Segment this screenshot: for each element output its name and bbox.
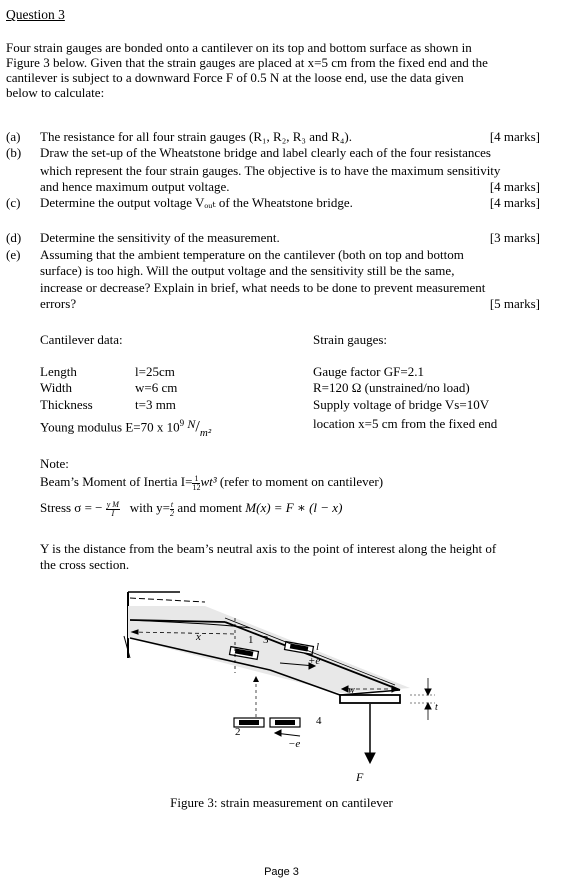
stress-prefix: Stress σ = − [40, 500, 103, 515]
cantilever-figure [110, 578, 450, 788]
gauge-row: R=120 Ω (unstrained/no load) [313, 380, 470, 395]
data-value: t=3 mm [135, 397, 176, 412]
young-exponent: 9 [179, 418, 185, 428]
question-line: Assuming that the ambient temperature on the cantilever (both on top and bottom [40, 247, 464, 262]
label-thickness: t [435, 702, 438, 713]
cantilever-data-title: Cantilever data: [40, 332, 123, 347]
question-line: Determine the sensitivity of the measurement. [40, 230, 280, 245]
y-fraction: $\frac{t}{2}$ [170, 499, 175, 518]
young-label: Young modulus E=70 x 10 [40, 419, 180, 435]
inertia-fraction: $\frac{1}{12}$ [192, 473, 201, 492]
label-gauge-4: 4 [316, 715, 322, 727]
inertia-expr: wt³ [200, 474, 217, 489]
question-line: Determine the output voltage Vₒᵤₜ of the Wheatstone bridge. [40, 195, 353, 210]
question-letter: (c) [6, 195, 21, 210]
question-letter: (d) [6, 230, 22, 245]
question-letter: (e) [6, 247, 21, 262]
with-y-label: with y= [129, 500, 170, 515]
label-negative-strain: −e [288, 738, 301, 750]
intro-paragraph [6, 40, 554, 100]
data-label: Width [40, 380, 72, 395]
marks-badge: [4 marks] [489, 195, 540, 210]
young-unit-num: N [187, 417, 196, 432]
page-number: Page 3 [264, 866, 299, 878]
gauge-row: location x=5 cm from the fixed end [313, 416, 498, 431]
gauge-position-lines [253, 676, 259, 718]
inertia-formula [40, 474, 383, 492]
question-line: errors? [40, 296, 77, 311]
label-positive-strain: +e [308, 655, 321, 667]
figure-caption: Figure 3: strain measurement on cantilever [170, 795, 393, 810]
question-line: increase or decrease? Explain in brief, what needs to be done to prevent measurement [40, 280, 486, 295]
beam-top-shade [128, 606, 410, 693]
y-definition-line: Y is the distance from the beam’s neutral axis to the point of interest along the height of [40, 541, 497, 556]
stress-formula [40, 500, 342, 518]
intro-line: cantilever is subject to a downward Force F of 0.5 N at the loose end, use the data given [6, 70, 464, 85]
inertia-prefix: Beam’s Moment of Inertia I= [40, 474, 193, 489]
gauge-row: Supply voltage of bridge Vs=10V [313, 397, 490, 412]
y-definition-line: the cross section. [40, 557, 130, 572]
young-unit-den: m² [199, 427, 212, 440]
marks-badge: [4 marks] [489, 179, 540, 194]
question-letter: (b) [6, 145, 22, 160]
label-length: l [316, 641, 320, 653]
label-width: w [348, 685, 355, 696]
data-label: Length [40, 364, 77, 379]
question-letter: (a) [6, 129, 21, 144]
question-heading: Question 3 [6, 7, 65, 22]
marks-badge: [4 marks] [489, 129, 540, 144]
intro-line: below to calculate: [6, 85, 105, 100]
moment-label: and moment [177, 500, 243, 515]
question-line: surface) is too high. Will the output voltage and the sensitivity still be the same, [40, 263, 455, 278]
marks-badge: [5 marks] [489, 296, 540, 311]
gauges-title: Strain gauges: [313, 332, 388, 347]
label-gauge-2: 2 [235, 726, 241, 738]
note-title: Note: [40, 456, 69, 471]
gauge-row: Gauge factor GF=2.1 [313, 364, 424, 379]
data-value: w=6 cm [135, 380, 178, 395]
data-value: l=25cm [135, 364, 175, 379]
thickness-dimension [410, 678, 435, 720]
stress-fraction: $\frac{\text{y M}}{I}$ [106, 499, 119, 518]
question-line: Draw the set-up of the Wheatstone bridge and label clearly each of the four resistances [40, 145, 491, 160]
intro-line: Four strain gauges are bonded onto a cantilever on its top and bottom surface as shown in [6, 40, 472, 55]
intro-line: Figure 3 below. Given that the strain gauges are placed at x=5 cm from the fixed end and the [6, 55, 488, 70]
force-arrow [365, 704, 375, 763]
moment-expr: M(x) = F ∗ (l − x) [245, 500, 343, 515]
strain-gauge-4 [270, 718, 300, 727]
label-gauge-1: 1 [248, 634, 254, 646]
question-line: and hence maximum output voltage. [40, 179, 230, 194]
label-x: x [196, 631, 201, 643]
young-modulus: Young modulus E=70 x $10^9$ $N/_{m^2}$ [40, 417, 212, 440]
label-force: F [356, 770, 364, 784]
data-label: Thickness [40, 397, 93, 412]
label-gauge-3: 3 [263, 634, 269, 646]
question-line: which represent the four strain gauges. The objective is to have the maximum sensitivity [40, 163, 501, 178]
question-line: The resistance for all four strain gauges (R₁, R₂, R₃ and R₄). [40, 129, 352, 144]
compression-arrow [275, 730, 300, 736]
inertia-suffix: (refer to moment on cantilever) [219, 474, 384, 489]
marks-badge: [3 marks] [489, 230, 540, 245]
